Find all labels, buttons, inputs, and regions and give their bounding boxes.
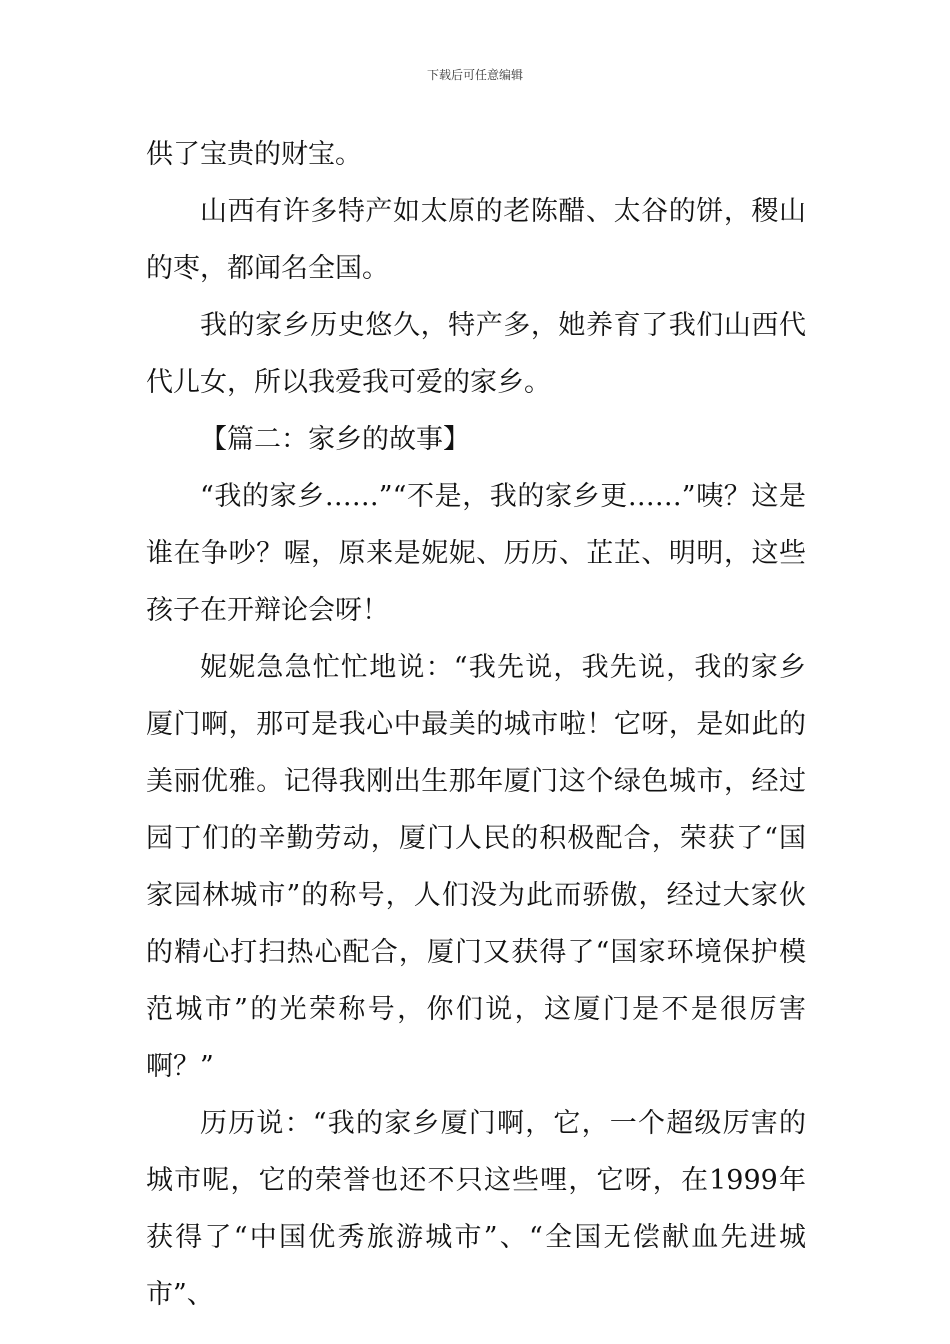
- paragraph-nini: 妮妮急急忙忙地说：“我先说，我先说，我的家乡厦门啊，那可是我心中最美的城市啦！它呀，是如此的美丽优雅。记得我刚出生那年厦门这个绿色城市，经过园丁们的辛勤劳动，厦门人民的积极配合，荣获了“国家园林城市”的称号，人们没为此而骄傲，经过大家伙的精心打扫热心配合，厦门又获得了“国家环境保护模范城市”的光荣称号，你们说，这厦门是不是很厉害啊？”: [146, 652, 806, 1082]
- paragraph-continuation: 供了宝贵的财宝。: [146, 139, 362, 170]
- paragraph-history: 我的家乡历史悠久，特产多，她养育了我们山西代代儿女，所以我爱我可爱的家乡。: [146, 310, 806, 398]
- section-heading: 【篇二：家乡的故事】: [200, 424, 470, 455]
- header-note: 下载后可任意编辑: [426, 68, 523, 82]
- paragraph-lili: 历历说：“我的家乡厦门啊，它，一个超级厉害的城市呢，它的荣誉也还不只这些哩，它呀，在1999年获得了“中国优秀旅游城市”、“全国无偿献血先进城市”、: [146, 1108, 806, 1310]
- paragraph-debate: “我的家乡……”“不是，我的家乡更……”咦？这是谁在争吵？喔，原来是妮妮、历历、芷芷、明明，这些孩子在开辩论会呀！: [146, 481, 806, 626]
- paragraph-specialties: 山西有许多特产如太原的老陈醋、太谷的饼，稷山的枣，都闻名全国。: [146, 196, 806, 284]
- document-body: [146, 126, 806, 1323]
